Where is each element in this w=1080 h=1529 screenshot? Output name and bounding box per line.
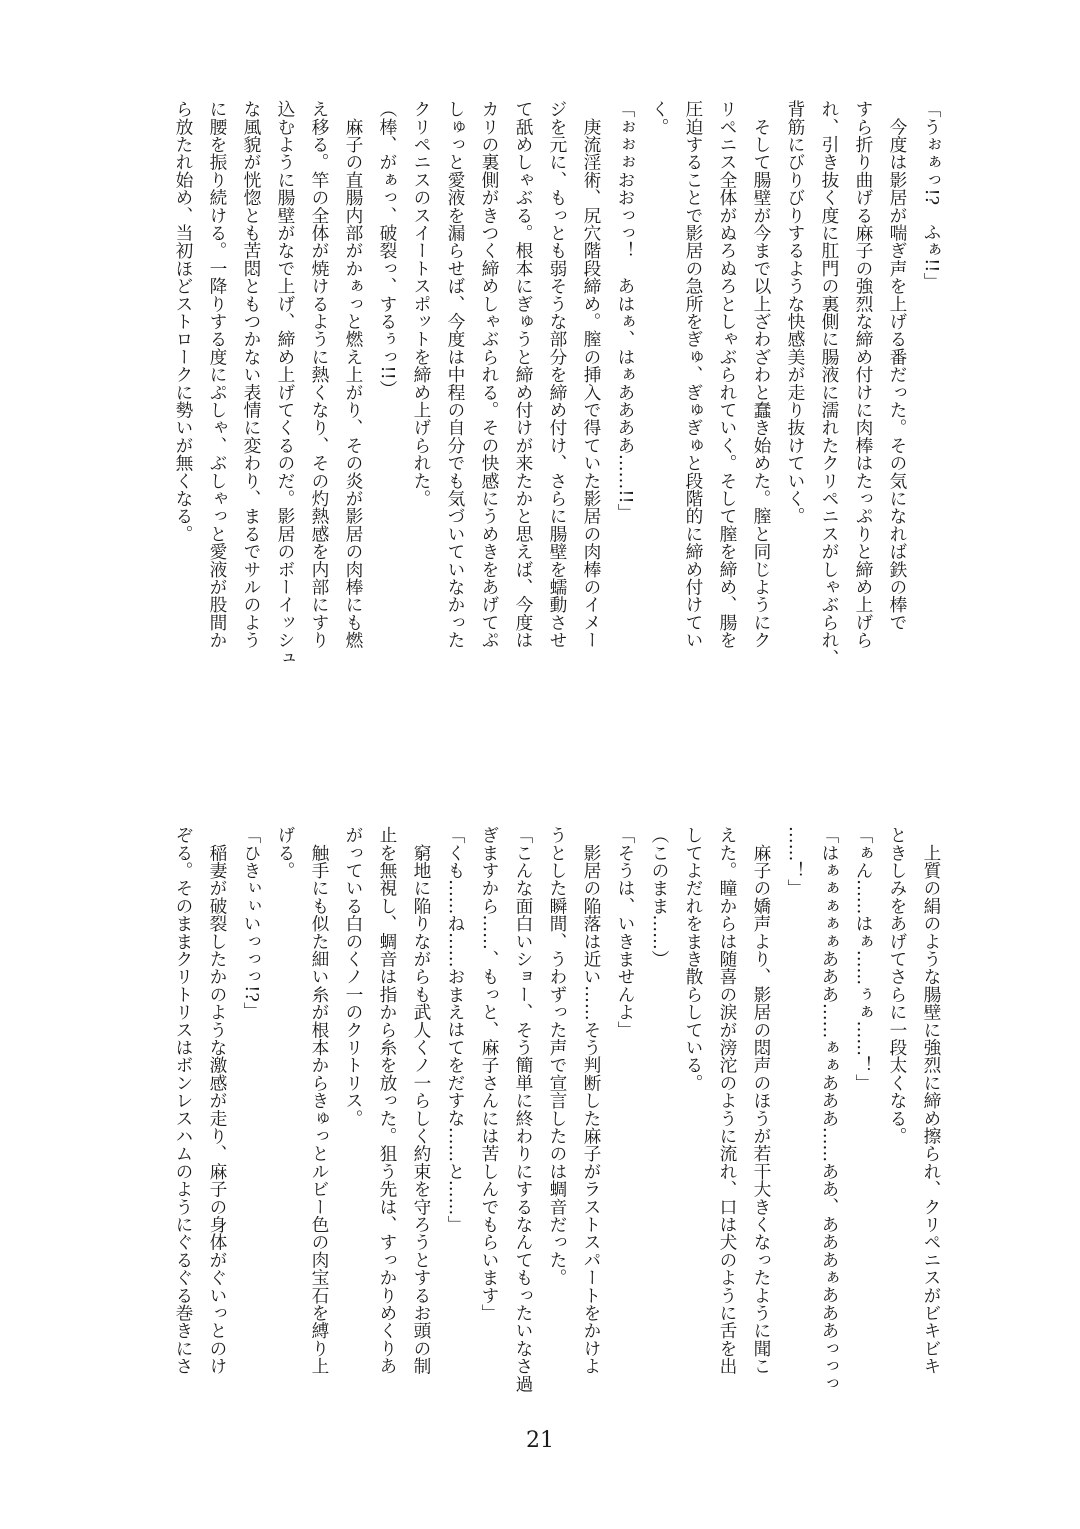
text-column: ぎますから……、もっと、麻子さんには苦しんでもらいます」: [479, 826, 499, 1322]
page-number: 21: [526, 1428, 554, 1453]
text-column: （棒、がぁっ、破裂っ、するぅっ!!）: [377, 100, 397, 398]
text-column: 「ぁん……はぁ……ぅぁ……！」: [853, 826, 873, 1092]
text-column: カリの裏側がきつく締めしゃぶられる。その快感にうめきをあげてぷ: [479, 100, 499, 649]
text-column: 「ぉぉぉおおっっ！ あはぁ、はぁああああ……!!」: [615, 100, 635, 522]
text-column: リペニス全体がぬろぬろとしゃぶられていく。そして膣を締め、腸を: [717, 100, 737, 649]
text-column: ときしみをあげてさらに一段太くなる。: [887, 826, 907, 1145]
text-column: 庚流淫術、尻穴階段締め。膣の挿入で得ていた影居の肉棒のイメー: [581, 100, 601, 649]
text-column: すら折り曲げる麻子の強烈な締め付けに肉棒はたっぷりと締め上げら: [853, 100, 873, 649]
text-column: 「こんな面白いショー、そう簡単に終わりにするなんてもったいなさ過: [513, 826, 533, 1393]
text-column: 「ひきぃぃいっっっ!?」: [241, 826, 261, 1020]
text-column: 止を無視し、蜩音は指から糸を放った。狙う先は、すっかりめくりあ: [377, 826, 397, 1375]
text-column: 窮地に陥りながらも武人くノ一らしく約束を守ろうとするお頭の制: [411, 826, 431, 1375]
text-column: してよだれをまき散らしている。: [683, 826, 703, 1092]
text-column: 稲妻が破裂したかのような激感が走り、麻子の身体がぐいっとのけ: [207, 826, 227, 1375]
text-column: ら放たれ始め、当初ほどストロークに勢いが無くなる。: [173, 100, 193, 543]
text-column: な風貌が恍惚とも苦悶ともつかない表情に変わり、まるでサルのよう: [241, 100, 261, 649]
text-column: 圧迫することで影居の急所をぎゅ、ぎゅぎゅと段階的に締め付けてい: [683, 100, 703, 649]
text-column: げる。: [275, 826, 295, 880]
text-column: 込むように腸壁がなで上げ、締め上げてくるのだ。影居のボーイッシュ: [275, 100, 295, 667]
text-column: 「そうは、いきませんよ」: [615, 826, 635, 1039]
text-column: に腰を振り続ける。一降りする度にぷしゃ、ぶしゃっと愛液が股間か: [207, 100, 227, 649]
text-column: 「うぉぁっ!? ふぁ!!」: [921, 100, 941, 291]
text-column: え移る。竿の全体が焼けるように熱くなり、その灼熱感を内部にすり: [309, 100, 329, 649]
text-column: 麻子の嬌声より、影居の悶声のほうが若干大きくなったように聞こ: [751, 826, 771, 1375]
text-column: く。: [649, 100, 669, 136]
lower-text-block: [166, 826, 948, 1466]
text-column: 「くも……ね……おまえはてをだすな……と……」: [445, 826, 465, 1233]
text-column: 上質の絹のような腸壁に強烈に締め擦られ、クリペニスがビキビキ: [921, 826, 941, 1375]
text-column: そして腸壁が今まで以上ざわざわと蠢き始めた。膣と同じようにク: [751, 100, 771, 649]
text-column: がっている白のくノ一のクリトリス。: [343, 826, 363, 1127]
text-column: て舐めしゃぶる。根本にぎゅうと締め付けが来たかと思えば、今度は: [513, 100, 533, 649]
upper-text-block: [166, 100, 948, 740]
text-column: 「はぁぁぁぁぁあああ……ぁぁあああ……ああ、あああぁあああっっっ: [819, 826, 839, 1393]
text-column: 麻子の直腸内部がかぁっと燃え上がり、その炎が影居の肉棒にも燃: [343, 100, 363, 649]
text-column: しゅっと愛液を漏らせば、今度は中程の自分でも気づいていなかった: [445, 100, 465, 649]
text-column: えた。瞳からは随喜の涙が滂沱のように流れ、口は犬のように舌を出: [717, 826, 737, 1375]
text-column: 今度は影居が喘ぎ声を上げる番だった。その気になれば鉄の棒で: [887, 100, 907, 631]
text-column: 影居の陥落は近い……そう判断した麻子がラストスパートをかけよ: [581, 826, 601, 1375]
text-column: ……！」: [785, 826, 805, 897]
text-column: うとした瞬間、うわずった声で宣言したのは蜩音だった。: [547, 826, 567, 1287]
text-column: 触手にも似た細い糸が根本からきゅっとルビー色の肉宝石を縛り上: [309, 826, 329, 1375]
text-column: クリペニスのスイートスポットを締め上げられた。: [411, 100, 431, 508]
text-column: ぞる。そのままクリトリスはボンレスハムのようにぐるぐる巻きにさ: [173, 826, 193, 1375]
text-column: ジを元に、もっとも弱そうな部分を締め付け、さらに腸壁を蠕動させ: [547, 100, 567, 649]
text-column: （このまま……）: [649, 826, 669, 968]
text-column: れ、引き抜く度に肛門の裏側に腸液に濡れたクリペニスがしゃぶられ、: [819, 100, 839, 667]
text-column: 背筋にびりびりするような快感美が走り抜けていく。: [785, 100, 805, 525]
